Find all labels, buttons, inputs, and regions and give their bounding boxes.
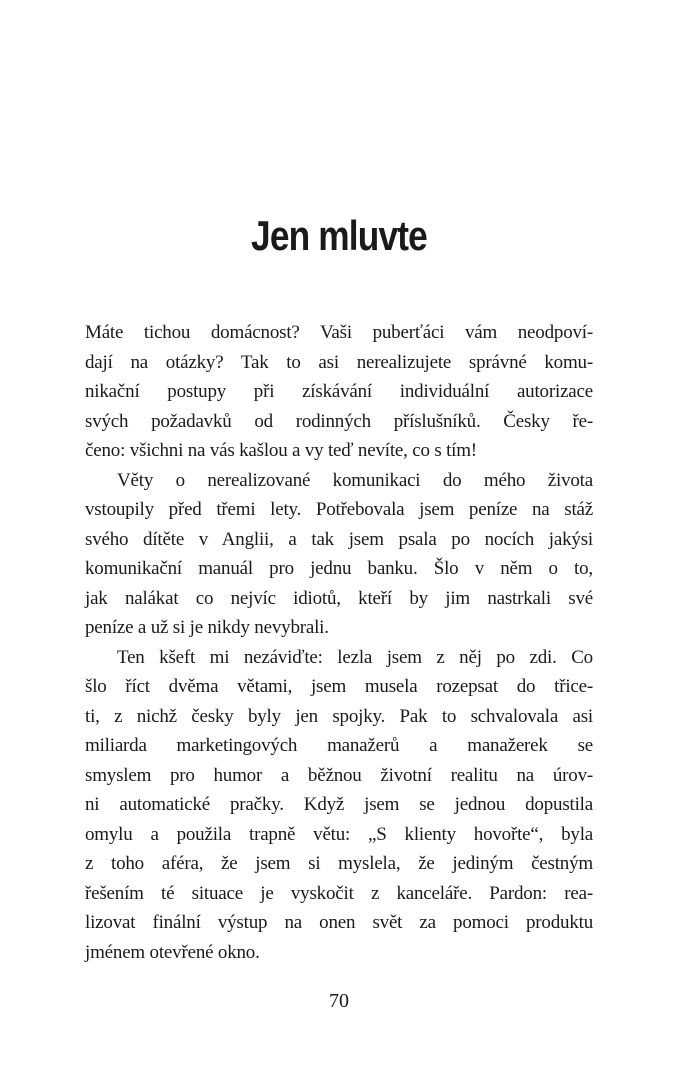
text-line: ti, z nichž česky byly jen spojky. Pak to schvalovala asi xyxy=(85,705,593,727)
body-text xyxy=(85,318,593,967)
page-number: 70 xyxy=(329,990,349,1012)
text-line: lizovat finální výstup na onen svět za pomoci produktu xyxy=(85,912,593,933)
text-line: svého dítěte v Anglii, a tak jsem psala po nocích jakýsi xyxy=(85,528,593,550)
text-line: dají na otázky? Tak to asi nerealizujete správné komu- xyxy=(85,351,593,373)
paragraph xyxy=(85,318,593,466)
chapter-title: Jen mluvte xyxy=(251,212,427,259)
text-line: jménem otevřené okno. xyxy=(85,941,260,963)
text-line: řešením té situace je vyskočit z kanceláře. Pardon: rea- xyxy=(85,882,593,904)
text-line: svých požadavků od rodinných příslušníků. Česky ře- xyxy=(85,410,593,432)
text-line: šlo říct dvěma větami, jsem musela rozepsat do třice- xyxy=(85,676,593,697)
text-line: Ten kšeft mi nezáviďte: lezla jsem z něj po zdi. Co xyxy=(117,646,593,668)
text-line: smyslem pro humor a běžnou životní realitu na úrov- xyxy=(85,764,593,786)
paragraph xyxy=(85,466,593,643)
text-line: ni automatické pračky. Když jsem se jednou dopustila xyxy=(85,794,593,815)
text-line: peníze a už si je nikdy nevybrali. xyxy=(85,617,329,638)
text-line: z toho aféra, že jsem si myslela, že jediným čestným xyxy=(85,853,593,874)
text-line: miliarda marketingových manažerů a manažerek se xyxy=(85,735,593,756)
paragraph xyxy=(85,643,593,968)
text-line: vstoupily před třemi lety. Potřebovala jsem peníze na stáž xyxy=(85,499,593,520)
text-line: komunikační manuál pro jednu banku. Šlo v něm o to, xyxy=(85,558,593,579)
text-line: jak nalákat co nejvíc idiotů, kteří by jim nastrkali své xyxy=(85,587,593,609)
text-line: omylu a použila trapně větu: „S klienty hovořte“, byla xyxy=(85,823,593,845)
text-line: Věty o nerealizované komunikaci do mého života xyxy=(117,469,593,491)
text-line: čeno: všichni na vás kašlou a vy teď nevíte, co s tím! xyxy=(85,440,477,461)
text-line: Máte tichou domácnost? Vaši puberťáci vám neodpoví- xyxy=(85,322,593,343)
text-line: nikační postupy při získávání individuální autorizace xyxy=(85,381,593,402)
